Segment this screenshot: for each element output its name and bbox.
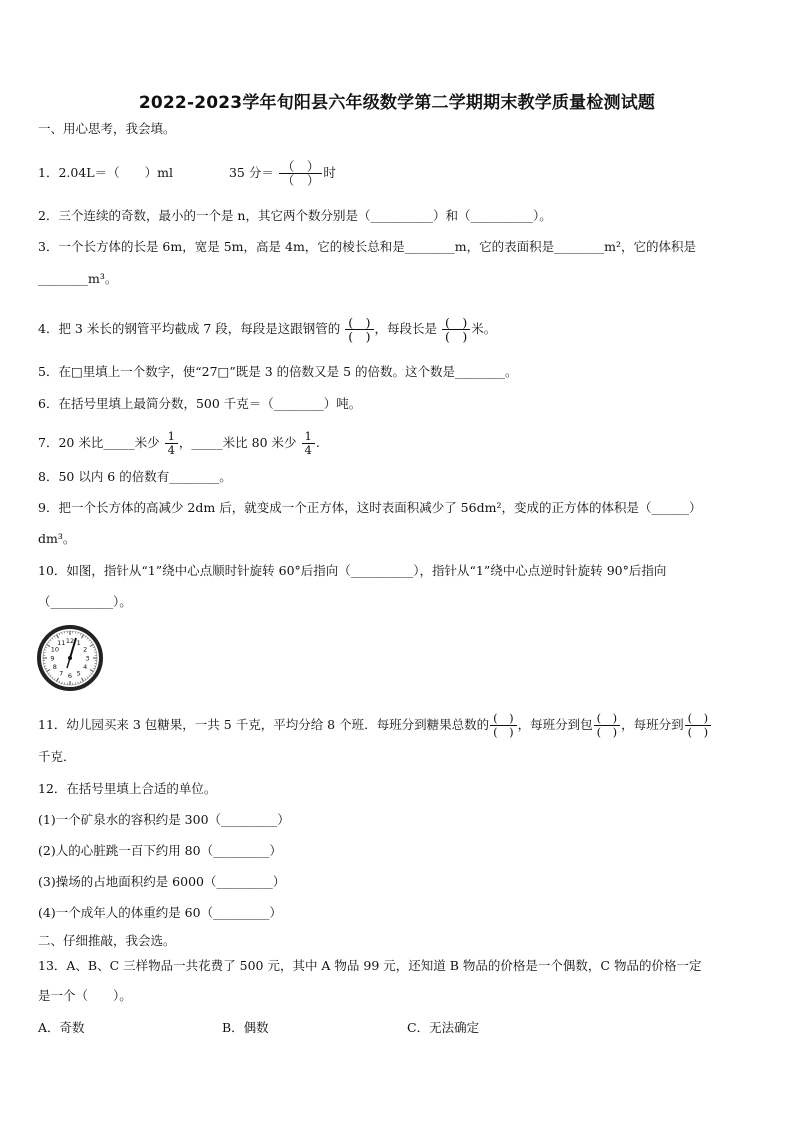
clock-number: 1	[76, 639, 81, 648]
question-10-line-2: （__________）。	[38, 594, 132, 609]
q7-part-c: .	[315, 435, 320, 450]
q4-fraction-1	[345, 316, 373, 343]
fraction-denominator: 4	[304, 443, 312, 457]
q11-fraction-2	[594, 712, 620, 739]
fraction-denominator: ( )	[445, 329, 468, 344]
clock-number: 5	[76, 669, 81, 678]
q7-fraction-2	[302, 430, 315, 457]
question-3-line-1: 3．一个长方体的长是 6m，宽是 5m，高是 4m，它的棱长总和是________m，它的表面积是________m²，它的体积是	[38, 239, 697, 254]
fraction-numerator: 1	[165, 430, 178, 444]
question-9-line-2: dm³。	[38, 531, 76, 546]
clock-number: 9	[50, 654, 55, 663]
question-12-item-4: (4)一个成年人的体重约是 60（_________）	[38, 905, 282, 920]
q7-part-a: 7．20 米比_____米少	[38, 435, 160, 450]
option-b: B．偶数	[222, 1020, 269, 1035]
question-10-line-1: 10．如图，指针从“1”绕中心点顺时针旋转 60°后指向（__________），指针从“1”绕中心点逆时针旋转 90°后指向	[38, 563, 667, 578]
section-heading-1: 一、用心思考，我会填。	[38, 121, 176, 136]
clock-number: 8	[52, 663, 57, 672]
fraction-denominator: ( )	[596, 725, 618, 739]
clock-image	[36, 624, 104, 692]
q11-fraction-3	[685, 712, 711, 739]
q11-part-c: ，每班分到	[621, 717, 684, 732]
option-c: C．无法确定	[407, 1020, 480, 1035]
question-9-line-1: 9．把一个长方体的高减少 2dm 后，就变成一个正方体，这时表面积减少了 56dm²，变成的正方体的体积是（______）	[38, 500, 702, 515]
q7-fraction-1	[165, 430, 178, 457]
fraction-numerator: （ ）	[279, 160, 323, 174]
clock-number: 6	[67, 671, 73, 680]
q1-part-b: 35 分＝	[228, 165, 274, 180]
question-3-line-2: ________m³。	[38, 271, 118, 286]
clock-number: 12	[65, 636, 75, 645]
question-12: 12．在括号里填上合适的单位。	[38, 781, 217, 796]
page-title: 2022-2023学年旬阳县六年级数学第二学期期末教学质量检测试题	[138, 93, 656, 113]
fraction-denominator: ( )	[687, 725, 709, 739]
fraction-numerator: ( )	[345, 316, 373, 330]
question-13-line-2: 是一个（ ）。	[38, 988, 132, 1003]
q7-part-b: ，_____米比 80 米少	[178, 435, 297, 450]
q4-fraction-2	[442, 316, 470, 343]
question-6: 6．在括号里填上最简分数，500 千克＝（________）吨。	[38, 396, 362, 411]
question-11	[38, 712, 712, 739]
clock-number: 3	[85, 654, 90, 663]
q11-part-a: 11．幼儿园买来 3 包糖果，一共 5 千克，平均分给 8 个班．每班分到糖果总数的	[38, 717, 490, 732]
question-1	[38, 160, 336, 187]
fraction-denominator: ( )	[348, 329, 371, 344]
clock-number: 2	[83, 645, 88, 654]
clock-number: 10	[50, 645, 59, 654]
q11-fraction-1	[490, 712, 516, 739]
question-8: 8．50 以内 6 的倍数有________。	[38, 469, 232, 484]
clock-number: 7	[59, 669, 64, 678]
q1-part-c: 时	[323, 165, 336, 180]
question-7	[38, 430, 320, 457]
clock-center	[68, 656, 72, 660]
fraction-denominator: ( )	[493, 725, 514, 739]
question-12-item-1: (1)一个矿泉水的容积约是 300（_________）	[38, 812, 290, 827]
question-4	[38, 316, 496, 343]
question-11-line-2: 千克．	[38, 749, 76, 764]
fraction-denominator: 4	[167, 443, 175, 457]
fraction-numerator: ( )	[594, 712, 620, 726]
q1-fraction	[279, 160, 323, 187]
fraction-numerator: ( )	[442, 316, 470, 330]
q1-part-a: 1．2.04L＝（ ）ml	[38, 165, 173, 180]
q4-part-a: 4．把 3 米长的钢管平均截成 7 段，每段是这跟钢管的	[38, 321, 341, 336]
q11-part-b: ，每班分到包	[517, 717, 593, 732]
clock-number: 11	[57, 639, 66, 648]
question-5: 5．在□里填上一个数字，使“27□”既是 3 的倍数又是 5 的倍数。这个数是________。	[38, 364, 518, 379]
clock-number: 4	[83, 663, 88, 672]
section-heading-2: 二、仔细推敲，我会选。	[38, 933, 176, 948]
fraction-denominator: （ ）	[281, 173, 320, 188]
fraction-numerator: 1	[302, 430, 315, 444]
question-13-line-1: 13．A、B、C 三样物品一共花费了 500 元，其中 A 物品 99 元，还知道 B 物品的价格是一个偶数，C 物品的价格一定	[38, 958, 702, 973]
question-12-item-3: (3)操场的占地面积约是 6000（_________）	[38, 874, 286, 889]
option-a: A．奇数	[38, 1020, 85, 1035]
fraction-numerator: ( )	[490, 712, 516, 726]
q4-part-c: 米。	[471, 321, 497, 336]
q4-part-b: ，每段长是	[374, 321, 438, 336]
question-12-item-2: (2)人的心脏跳一百下约用 80（_________）	[38, 843, 282, 858]
question-2: 2．三个连续的奇数，最小的一个是 n，其它两个数分别是（__________）和（__________）。	[38, 208, 552, 223]
fraction-numerator: ( )	[685, 712, 711, 726]
